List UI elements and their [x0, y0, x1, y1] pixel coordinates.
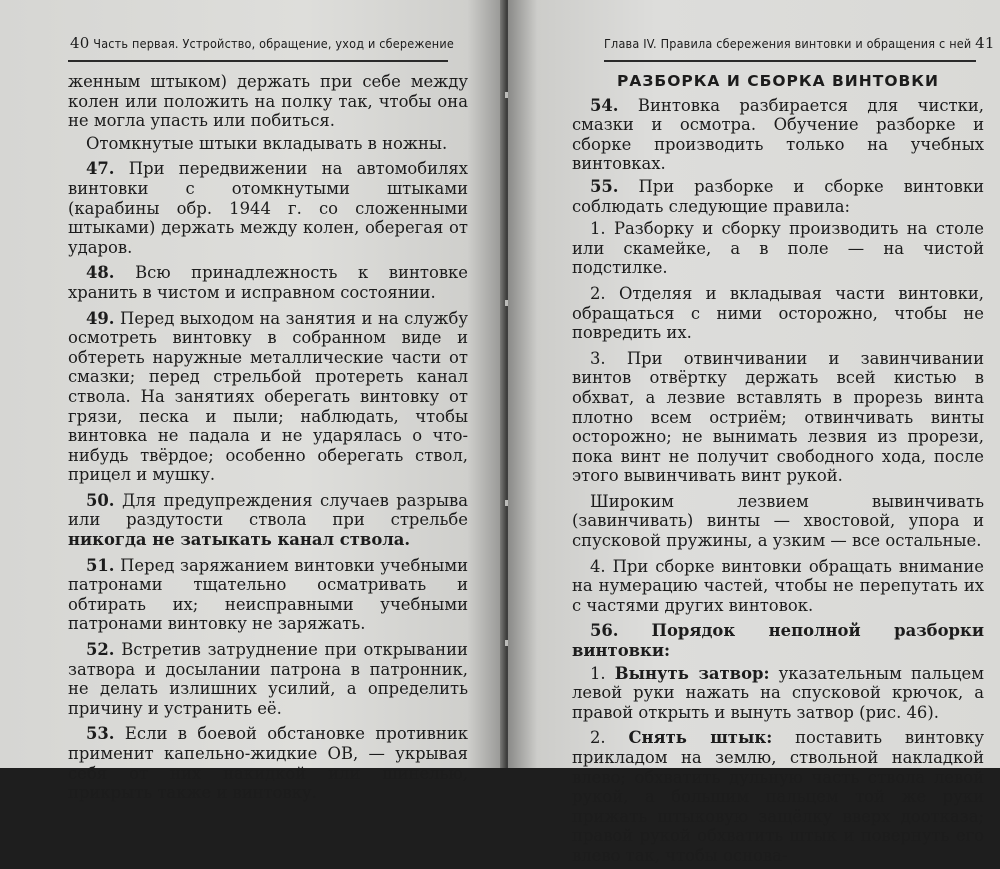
- right-header-rule: [604, 60, 976, 62]
- left-running-head: [70, 34, 454, 52]
- left-page: [0, 0, 508, 803]
- paragraph-52: 52. Встретив затруднение при открывании затвора и досылании патрона в патронник, не делать излишних усилий, а определить причину и устранить её.: [68, 640, 468, 718]
- section-title: РАЗБОРКА И СБОРКА ВИНТОВКИ: [617, 72, 939, 90]
- right-body-text: [572, 72, 984, 869]
- paragraph: Широким лезвием вывинчивать (завинчивать) винты — хвостовой, упора и спусковой пружины, а узким — все остальные.: [572, 491, 984, 551]
- rule-item-3: 3. При отвинчивании и завинчивании винтов отвёртку держать всей кистью в обхват, а лезвие вставлять в прорезь винта плотно всем остриём; отвинчивать винты осторожно; не вынимать лезвия из прорези, пока винт не получит свободного хода, после этого вывинчивать винт рукой.: [572, 348, 984, 486]
- left-header-rule: [68, 60, 448, 62]
- step-2: 2. Снять штык: поставить винтовку прикладом на землю, ствольной накладкой влево; обхватить дульную часть ствола левой рукой, а большим пальцем той же руки прижать штыковую защёлку вверх доотказа; правой рукой обхватить штык и повернуть его влево так, чтобы основа-: [572, 728, 984, 865]
- paragraph-56: 56. Порядок неполной разборки винтовки:: [572, 621, 984, 661]
- right-page-number: 41: [975, 34, 995, 52]
- rule-item-1: 1. Разборку и сборку производить на столе или скамейке, а в поле — на чистой подстилке.: [572, 219, 984, 278]
- paragraph: Отомкнутые штыки вкладывать в ножны.: [86, 133, 448, 153]
- paragraph-53: 53. Если в боевой обстановке противник применит капельно-жидкие ОВ, — укрывая себя от них накидкой или шинелью, прикрыть также и винтовку.: [68, 724, 468, 803]
- paragraph-54: 54. Винтовка разбирается для чистки, смазки и осмотра. Обучение разборке и сборке производить только на учебных винтовках.: [572, 95, 984, 174]
- left-running-head-title: Часть первая. Устройство, обращение, уход и сбережение: [93, 36, 454, 51]
- left-page-number: 40: [70, 34, 90, 52]
- paragraph-47: 47. При передвижении на автомобилях винтовки с отомкнутыми штыками (карабины обр. 1944 г. со сложенными штыками) держать между колен, оберегая от ударов.: [68, 159, 468, 257]
- right-running-head-title: Глава IV. Правила сбережения винтовки и обращения с ней: [604, 36, 972, 51]
- right-running-head: [604, 34, 995, 52]
- left-body-text: [68, 72, 468, 806]
- rule-item-2: 2. Отделяя и вкладывая части винтовки, обращаться с ними осторожно, чтобы не повредить их.: [572, 283, 985, 343]
- rule-item-4: 4. При сборке винтовки обращать внимание на нумерацию частей, чтобы не перепутать их с частями других винтовок.: [572, 556, 984, 615]
- paragraph: женным штыком) держать при себе между колен или положить на полку так, чтобы она не могла упасть или побиться.: [68, 72, 468, 131]
- paragraph-48: 48. Всю принадлежность к винтовке хранить в чистом и исправном состоянии.: [68, 263, 468, 302]
- paragraph-49: 49. Перед выходом на занятия и на службу осмотреть винтовку в собранном виде и обтереть наружные металлические части от смазки; перед стрельбой протереть канал ствола. На занятиях оберегать винтовку от грязи, песка и пыли; наблюдать, чтобы винтовка не падала и не ударялась о что-нибудь твёрдое; особенно оберегать ствол, прицел и мушку.: [68, 308, 468, 485]
- paragraph-51: 51. Перед заряжанием винтовки учебными патронами тщательно осматривать и обтирать их; неисправными учебными патронами винтовку не заряжать.: [68, 555, 468, 634]
- step-1: 1. Вынуть затвор: указательным пальцем левой руки нажать на спусковой крючок, а правой открыть и вынуть затвор (рис. 46).: [572, 663, 984, 722]
- right-page: [508, 0, 1000, 865]
- paragraph-55: 55. При разборке и сборке винтовки соблюдать следующие правила:: [572, 176, 984, 216]
- paragraph-50: 50. Для предупреждения случаев разрыва или раздутости ствола при стрельбе никогда не затыкать канал ствола.: [68, 490, 468, 550]
